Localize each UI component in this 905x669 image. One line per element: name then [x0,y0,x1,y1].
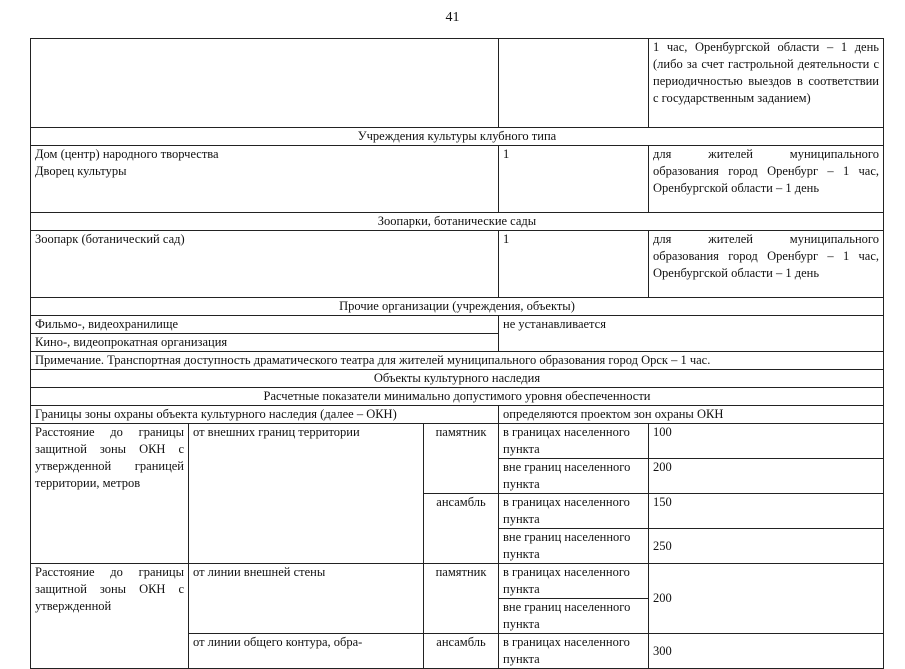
section-header-other: Прочие организации (учреждения, объекты) [31,298,884,316]
table-row [31,424,884,459]
table-row [31,406,884,424]
table-cell-empty [31,39,499,128]
distance1-label: Расстояние до границы защитной зоны ОКН с утвержденной границей территории, метров [31,424,189,564]
table-row [31,352,884,370]
distance2-label: Расстояние до границы защитной зоны ОКН с утвержденной [31,564,189,669]
value-150: 150 [649,494,884,529]
value-cell: 1 [499,146,649,213]
value-200: 200 [649,459,884,494]
distance1-from: от внешних границ территории [189,424,424,564]
inside-settlement: в границах населенного пункта [499,494,649,529]
outside-settlement: вне границ населенного пункта [499,529,649,564]
outside-settlement: вне границ населенного пункта [499,459,649,494]
page-number: 41 [445,10,460,25]
table-row [31,298,884,316]
table-row [31,370,884,388]
table-row [31,146,884,213]
type-ensemble: ансамбль [424,494,499,564]
item-folk-art-house: Дом (центр) народного творчества [35,147,219,161]
table-row [31,388,884,406]
type-monument: памятник [424,424,499,494]
inside-settlement: в границах населенного пункта [499,634,649,669]
outside-settlement: вне границ населенного пункта [499,599,649,634]
distance2-from-wall: от линии внешней стены [189,564,424,634]
table-cell-empty [499,39,649,128]
inside-settlement: в границах населенного пункта [499,424,649,459]
item-cell [31,146,499,213]
value-not-set: не устанавливается [499,316,884,352]
value-250: 250 [649,529,884,564]
culture-standards-table [30,38,884,669]
table-row [31,316,884,334]
access-cell: для жителей муниципального образования город Оренбург – 1 час, Оренбургской области – 1 день [649,231,884,298]
table-row [31,39,884,128]
item-palace-of-culture: Дворец культуры [35,164,127,178]
section-header-club: Учреждения культуры клубного типа [31,128,884,146]
zone-value: определяются проектом зон охраны ОКН [499,406,884,424]
value-300: 300 [649,634,884,669]
section-header-heritage: Объекты культурного наследия [31,370,884,388]
table-row [31,128,884,146]
type-ensemble: ансамбль [424,634,499,669]
item-zoo: Зоопарк (ботанический сад) [31,231,499,298]
type-monument: памятник [424,564,499,634]
table-row [31,231,884,298]
value-200b: 200 [649,564,884,634]
note-row: Примечание. Транспортная доступность драматического театра для жителей муниципального образования город Орск – 1 час. [31,352,884,370]
item-film-storage: Фильмо-, видеохранилище [31,316,499,334]
section-subheader-heritage: Расчетные показатели минимально допустимого уровня обеспеченности [31,388,884,406]
distance2-from-contour: от линии общего контура, обра- [189,634,424,669]
access-cell: для жителей муниципального образования город Оренбург – 1 час, Оренбургской области – 1 день [649,146,884,213]
inside-settlement: в границах населенного пункта [499,564,649,599]
section-header-zoo: Зоопарки, ботанические сады [31,213,884,231]
zone-label: Границы зоны охраны объекта культурного наследия (далее – ОКН) [31,406,499,424]
value-cell: 1 [499,231,649,298]
item-film-distribution: Кино-, видеопрокатная организация [31,334,499,352]
value-100: 100 [649,424,884,459]
table-row [31,564,884,599]
access-cell: 1 час, Оренбургской области – 1 день (либо за счет гастрольной деятельности с периодичностью выездов в соответствии с государственным заданием) [649,39,884,128]
table-row [31,213,884,231]
